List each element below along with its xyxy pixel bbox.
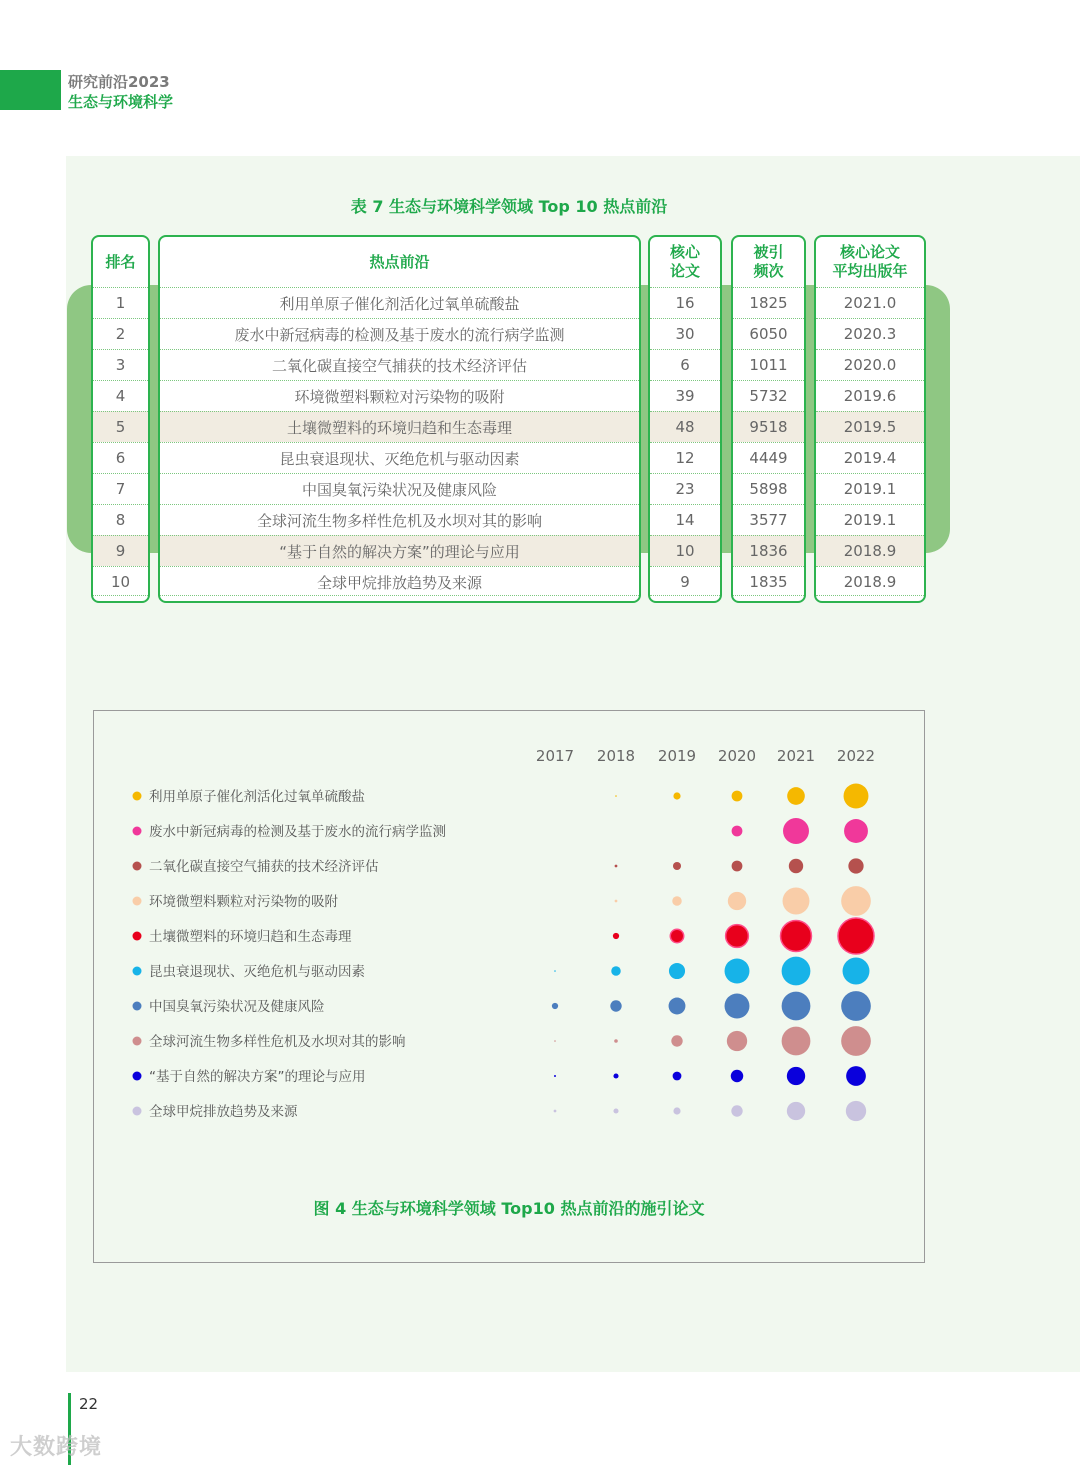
page-number: 22 [79,1395,99,1413]
table-cell-core: 23 [650,473,720,504]
bubble-point [782,1027,811,1056]
bubble-point [613,933,619,939]
table-cell-cites: 6050 [733,318,804,349]
bubble-chart [94,711,926,1264]
bubble-point [728,892,746,910]
table-cell-cites: 5732 [733,380,804,411]
legend-label: 环境微塑料颗粒对污染物的吸附 [149,894,338,910]
table-cell-core: 16 [650,287,720,318]
table-col-front [158,235,641,603]
bubble-chart-frame [93,710,925,1263]
bubble-point [554,970,556,972]
bubble-point [787,1067,805,1085]
table-cell-year: 2019.4 [816,442,924,473]
header-report-title: 研究前沿2023 [68,73,170,91]
watermark-logo: 大数跨境 [10,1435,103,1460]
table-cell-front: 全球甲烷排放趋势及来源 [160,566,639,597]
table-col-core [648,235,722,603]
bubble-point [731,1105,742,1116]
legend-dot [133,1107,142,1116]
table-cell-core: 6 [650,349,720,380]
bubble-point [781,921,812,952]
bubble-point [554,1040,556,1042]
header-citations: 被引 频次 [753,243,784,280]
table-cell-cites: 9518 [733,411,804,442]
table-cell-cites: 1825 [733,287,804,318]
legend-label: 利用单原子催化剂活化过氧单硫酸盐 [149,789,365,805]
table-cell-cites: 4449 [733,442,804,473]
table-col-rank [91,235,150,603]
bubble-point [732,826,743,837]
bubble-point [554,1110,557,1113]
bubble-point [846,1066,866,1086]
table-cell-year: 2019.5 [816,411,924,442]
bubble-point [731,1070,743,1082]
header-avg-year: 核心论文 平均出版年 [832,243,908,280]
table-cell-front: 全球河流生物多样性危机及水坝对其的影响 [160,504,639,535]
table-cell-core: 48 [650,411,720,442]
table-cell-front: 二氧化碳直接空气捕获的技术经济评估 [160,349,639,380]
header-front: 热点前沿 [369,252,430,271]
table-cell-core: 10 [650,535,720,566]
bubble-point [673,1072,682,1081]
bubble-point [838,918,874,954]
year-label: 2021 [776,747,816,765]
legend-dot [133,1037,142,1046]
table-cell-cites: 1836 [733,535,804,566]
table-title: 表 7 生态与环境科学领域 Top 10 热点前沿 [350,197,668,216]
bubble-point [613,1073,618,1078]
table-cell-rank: 2 [93,318,148,349]
legend-dot [133,897,142,906]
bubble-point [789,859,803,873]
bubble-point [670,929,683,942]
bubble-point [783,818,809,844]
table-cell-core: 14 [650,504,720,535]
table-cell-year: 2019.6 [816,380,924,411]
bubble-point [725,959,750,984]
bubble-point [782,992,811,1021]
table-cell-rank: 10 [93,566,148,597]
table-cell-rank: 5 [93,411,148,442]
header-rank: 排名 [105,252,136,271]
table-cell-core: 12 [650,442,720,473]
bubble-point [673,862,681,870]
table-cell-rank: 7 [93,473,148,504]
header-field-title: 生态与环境科学 [68,93,174,111]
header-accent-bar [0,70,61,110]
legend-dot [133,862,142,871]
bubble-point [671,1035,682,1046]
bubble-point [846,1101,866,1121]
table-col-year [814,235,926,603]
bubble-point [841,1026,871,1056]
bubble-point [841,991,871,1021]
year-label: 2018 [596,747,636,765]
table-cell-front: “基于自然的解决方案”的理论与应用 [160,535,639,566]
legend-label: 废水中新冠病毒的检测及基于废水的流行病学监测 [149,824,446,840]
table-cell-core: 30 [650,318,720,349]
table-cell-rank: 3 [93,349,148,380]
table-cell-rank: 1 [93,287,148,318]
table-cell-cites: 3577 [733,504,804,535]
table-cell-front: 废水中新冠病毒的检测及基于废水的流行病学监测 [160,318,639,349]
legend-label: 全球甲烷排放趋势及来源 [149,1104,298,1120]
legend-dot [133,792,142,801]
legend-label: “基于自然的解决方案”的理论与应用 [149,1069,366,1085]
bubble-point [732,791,743,802]
bubble-point [732,861,743,872]
table-cell-front: 中国臭氧污染状况及健康风险 [160,473,639,504]
table-cell-year: 2019.1 [816,504,924,535]
bubble-point [669,963,685,979]
bubble-point [843,958,870,985]
bubble-point [610,1000,621,1011]
table-cell-year: 2018.9 [816,535,924,566]
table-cell-cites: 1011 [733,349,804,380]
bubble-point [726,925,749,948]
year-label: 2022 [836,747,876,765]
bubble-point [841,886,871,916]
bubble-point [727,1031,747,1051]
bubble-point [787,1102,805,1120]
table-cell-year: 2020.3 [816,318,924,349]
table-col-cites [731,235,806,603]
year-label: 2020 [717,747,757,765]
bubble-point [782,957,811,986]
year-label: 2017 [535,747,575,765]
bubble-point [611,966,621,976]
legend-dot [133,827,142,836]
bubble-point [844,819,868,843]
bubble-point [669,998,686,1015]
bubble-point [615,865,618,868]
legend-dot [133,1002,142,1011]
table-cell-front: 利用单原子催化剂活化过氧单硫酸盐 [160,287,639,318]
legend-label: 全球河流生物多样性危机及水坝对其的影响 [149,1034,406,1050]
table-cell-year: 2021.0 [816,287,924,318]
bubble-point [672,896,682,906]
table-cell-core: 39 [650,380,720,411]
table-cell-rank: 8 [93,504,148,535]
bubble-point [787,787,805,805]
bubble-point [783,888,810,915]
table-cell-rank: 4 [93,380,148,411]
table-cell-rank: 9 [93,535,148,566]
table-cell-front: 昆虫衰退现状、灭绝危机与驱动因素 [160,442,639,473]
legend-dot [133,1072,142,1081]
table-cell-year: 2018.9 [816,566,924,597]
table-cell-core: 9 [650,566,720,597]
table-cell-front: 环境微塑料颗粒对污染物的吸附 [160,380,639,411]
table-cell-cites: 1835 [733,566,804,597]
header-core-papers: 核心 论文 [669,243,700,280]
bubble-point [844,784,869,809]
bubble-point [673,1107,680,1114]
table-cell-cites: 5898 [733,473,804,504]
bubble-point [673,792,680,799]
table-cell-front: 土壤微塑料的环境归趋和生态毒理 [160,411,639,442]
legend-dot [133,932,142,941]
table-cell-rank: 6 [93,442,148,473]
year-label: 2019 [657,747,697,765]
legend-label: 昆虫衰退现状、灭绝危机与驱动因素 [149,964,365,980]
table-cell-year: 2019.1 [816,473,924,504]
legend-dot [133,967,142,976]
legend-label: 土壤微塑料的环境归趋和生态毒理 [149,929,352,945]
bubble-point [554,1075,556,1077]
bubble-point [725,994,750,1019]
legend-label: 中国臭氧污染状况及健康风险 [149,999,325,1015]
bubble-point [615,795,617,797]
figure-caption: 图 4 生态与环境科学领域 Top10 热点前沿的施引论文 [313,1199,705,1218]
bubble-point [613,1108,618,1113]
bubble-point [614,1039,618,1043]
bubble-point [552,1003,558,1009]
bubble-point [615,900,618,903]
legend-label: 二氧化碳直接空气捕获的技术经济评估 [149,859,379,875]
bubble-point [848,858,863,873]
table-cell-year: 2020.0 [816,349,924,380]
